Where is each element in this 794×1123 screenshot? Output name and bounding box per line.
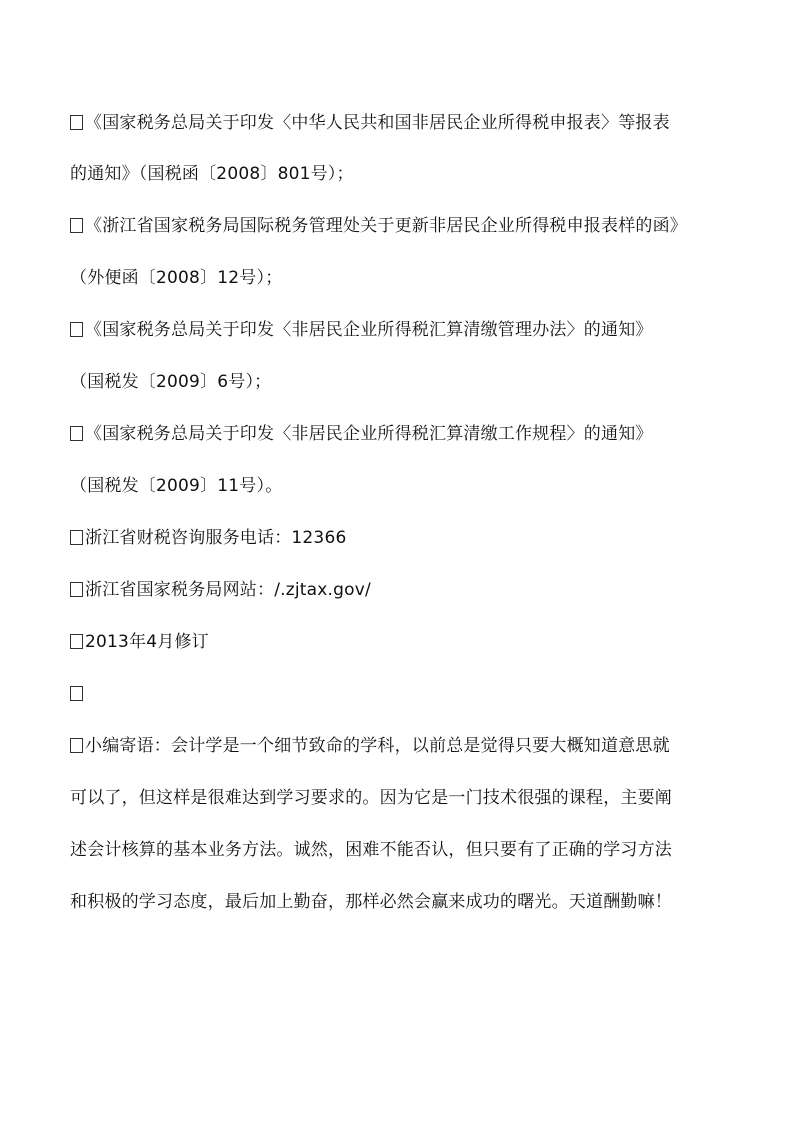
line-text: 小编寄语：会计学是一个细节致命的学科，以前总是觉得只要大概知道意思就	[85, 736, 670, 756]
line-text: 《国家税务总局关于印发〈非居民企业所得税汇算清缴工作规程〉的通知》	[85, 424, 653, 444]
line-text: 和积极的学习态度，最后加上勤奋，那样必然会赢来成功的曙光。天道酬勤嘛！	[70, 892, 672, 912]
checkbox-icon	[70, 738, 83, 753]
checkbox-icon	[70, 582, 83, 597]
text-line	[70, 577, 750, 603]
text-line	[70, 369, 750, 395]
checkbox-icon	[70, 218, 83, 233]
checkbox-icon	[70, 530, 83, 545]
text-line	[70, 421, 750, 447]
text-line	[70, 161, 750, 187]
text-line	[70, 213, 750, 239]
line-text: 述会计核算的基本业务方法。诚然，困难不能否认，但只要有了正确的学习方法	[70, 840, 672, 860]
line-text: 《国家税务总局关于印发〈非居民企业所得税汇算清缴管理办法〉的通知》	[85, 320, 653, 340]
checkbox-icon	[70, 686, 83, 701]
line-text: 可以了，但这样是很难达到学习要求的。因为它是一门技术很强的课程，主要阐	[70, 788, 672, 808]
line-text: 《浙江省国家税务局国际税务管理处关于更新非居民企业所得税申报表样的函》	[85, 216, 687, 236]
text-line	[70, 265, 750, 291]
line-text: （国税发〔2009〕11号）。	[70, 476, 283, 496]
line-text: （外便函〔2008〕12号）；	[70, 268, 283, 288]
text-line	[70, 317, 750, 343]
text-line	[70, 110, 750, 136]
text-line	[70, 733, 750, 759]
text-line	[70, 837, 750, 863]
checkbox-icon	[70, 634, 83, 649]
checkbox-icon	[70, 322, 83, 337]
checkbox-icon	[70, 426, 83, 441]
line-text: 的通知》（国税函〔2008〕801号）；	[70, 164, 354, 184]
checkbox-icon	[70, 115, 83, 130]
text-line	[70, 525, 750, 551]
line-text: 《国家税务总局关于印发〈中华人民共和国非居民企业所得税申报表〉等报表	[85, 113, 670, 133]
text-line	[70, 473, 750, 499]
line-text: （国税发〔2009〕6号）；	[70, 372, 272, 392]
text-line	[70, 785, 750, 811]
line-text: 浙江省国家税务局网站：/.zjtax.gov/	[85, 580, 371, 600]
line-text: 浙江省财税咨询服务电话：12366	[85, 528, 347, 548]
text-line	[70, 681, 750, 707]
text-line	[70, 889, 750, 915]
line-text: 2013年4月修订	[85, 632, 209, 652]
text-line	[70, 629, 750, 655]
